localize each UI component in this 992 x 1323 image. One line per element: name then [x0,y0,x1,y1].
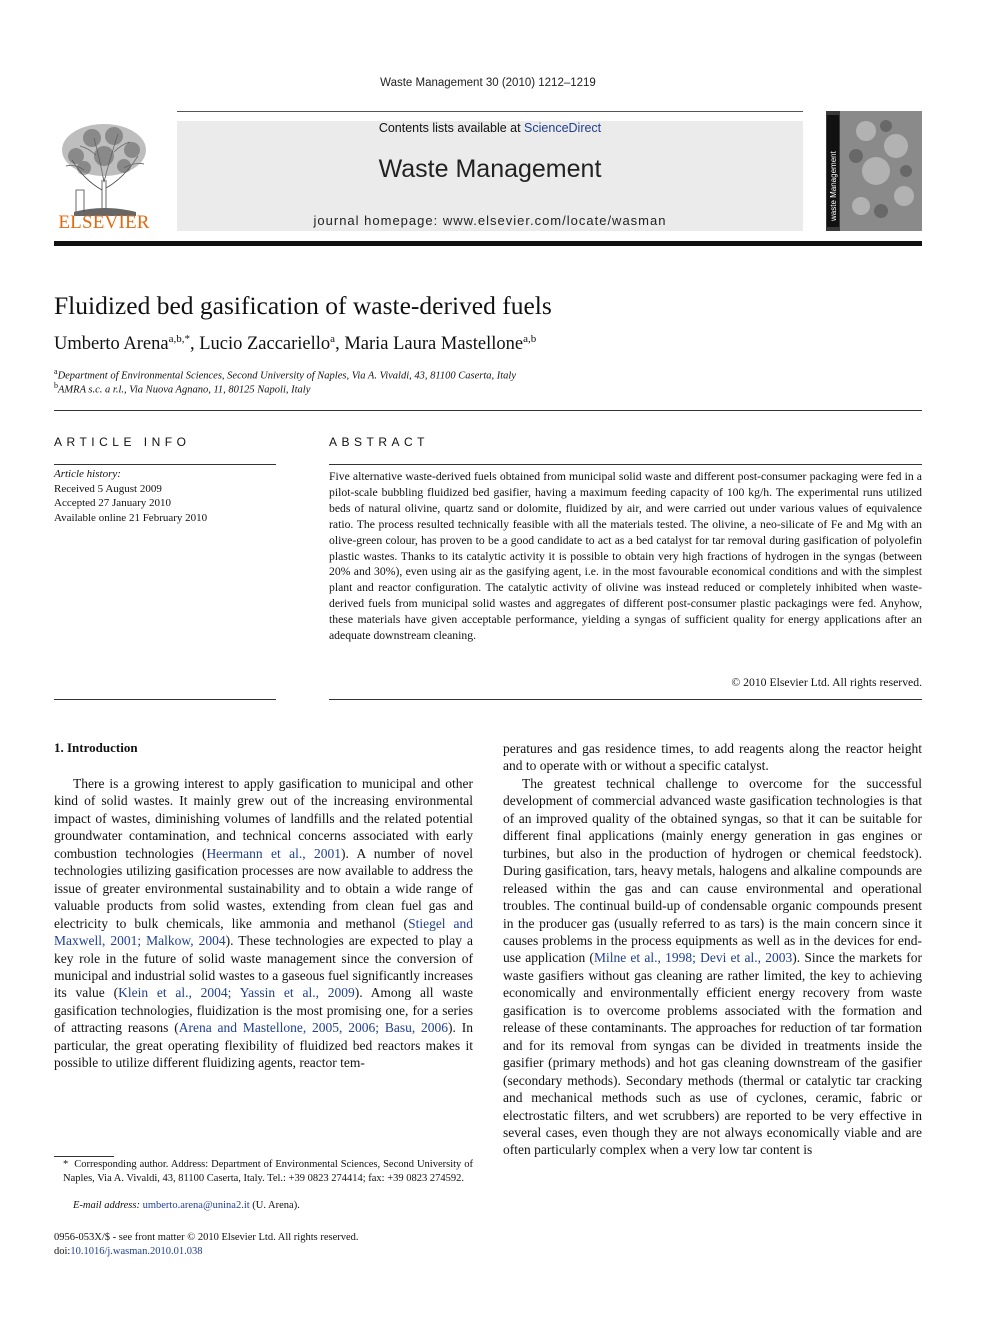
article-title: Fluidized bed gasification of waste-derived fuels [54,291,552,320]
article-info-heading: ARTICLE INFO [54,435,191,449]
author-name[interactable]: Maria Laura Mastellone [344,334,524,355]
email-link[interactable]: umberto.arena@unina2.it [142,1200,250,1211]
received-date: Received 5 August 2009 [54,482,162,495]
article-history [54,467,207,525]
citation-link[interactable]: Klein et al., 2004; Yassin et al., 2009 [118,985,355,1001]
citation-link[interactable]: Stiegel and Maxwell, 2001; Malkow, 2004 [54,915,473,949]
section-heading-introduction: 1. Introduction [54,740,138,755]
footnote-rule [54,1156,114,1157]
footnote-mark: * [63,1159,69,1170]
doi-line [54,1245,359,1259]
article-info-rule [54,464,276,465]
front-matter-block [54,1231,359,1259]
article-info-bottom-rule [54,699,276,700]
body-text: ). Since the markets for waste gasifiers without gas cleaning are rather limited, the key to achieving economically and environmentally efficient energy recovery from waste gasification is to overcome problems associated with the formation and release of these contaminants. The approaches for reduction of tar formation and for its removal from syngas can be divided in treatments inside the gasifier (primary methods) and hot gas cleaning downstream of the gasifier (secondary methods). Secondary methods (thermal or catalytic tar cracking and mechanical methods such as use of cyclones, ceramic, fabric or electrostatic filters, and wet scrubbers) are reported to be very effective in several cases, even though they are not always economically viable and are often particularly complex when a very low tar content is [503,950,922,1158]
contents-prefix: Contents lists available at [378,121,525,135]
affiliation-b [54,381,310,396]
header-top-rule [177,111,803,112]
author-name[interactable]: Umberto Arena [54,334,169,355]
issn-line: 0956-053X/$ - see front matter © 2010 Elsevier Ltd. All rights reserved. [54,1232,359,1243]
doi-prefix: doi: [54,1246,71,1257]
footnote-email-line [54,1200,473,1211]
author-affiliation-mark[interactable]: a,b [523,333,537,345]
contents-available-line [177,121,803,135]
author-affiliation-mark[interactable]: a [330,333,336,345]
citation-link[interactable]: Arena and Mastellone, 2005, 2006; Basu, 2006 [178,1020,449,1036]
journal-cover-thumbnail [826,111,922,231]
abstract-heading: ABSTRACT [329,435,430,449]
abstract-copyright: © 2010 Elsevier Ltd. All rights reserved. [731,676,922,689]
header-thick-rule [54,241,922,246]
homepage-prefix: journal homepage: [313,213,443,228]
accepted-date: Accepted 27 January 2010 [54,497,171,510]
journal-homepage-line [177,213,803,228]
online-date: Available online 21 February 2010 [54,511,208,524]
cover-title: waste Management [829,151,838,221]
body-paragraph: peratures and gas residence times, to add reagents along the reactor height and to operate with or without a specific catalyst. [503,741,922,774]
body-text: ). Among all waste gasification technologies, fluidization is the most promising one, for a series of attracting reasons ( [54,985,473,1036]
elsevier-wordmark: ELSEVIER [58,212,150,233]
author-list: Umberto Arena$^{a,b,*}$, Lucio Zaccariello$^a$, Maria Laura Mastellone$^{a,b}$ [54,333,537,355]
body-text: ). These technologies are expected to play a key role in the future of solid waste management since the conversion of municipal and industrial solid wastes to a gaseous fuel significantly increases its value ( [54,933,474,1001]
abstract-rule [329,464,922,465]
journal-name: Waste Management [378,155,602,183]
sciencedirect-link[interactable]: ScienceDirect [524,121,602,135]
affiliation-text: Department of Environmental Sciences, Second University of Naples, Via A. Vivaldi, 43, 81100 Caserta, Italy [57,370,516,382]
affiliation-mark: a [54,367,58,376]
author-affiliation-mark[interactable]: a,b,* [168,333,190,345]
journal-citation-line: Waste Management 30 (2010) 1212–1219 [380,77,596,89]
doi-link[interactable]: 10.1016/j.wasman.2010.01.038 [70,1246,203,1257]
body-column-left [54,775,473,1072]
citation-link[interactable]: Milne et al., 1998; Devi et al., 2003 [593,950,793,966]
citation-link[interactable]: Heermann et al., 2001 [206,845,341,861]
abstract-bottom-rule [329,699,922,700]
footnote-text: Corresponding author. Address: Department of Environmental Sciences, Second University of Naples, Via A. Vivaldi, 43, 81100 Caserta, Italy. Tel.: +39 0823 274414; fax: +39 0823 274592. [63,1159,473,1185]
affiliation-mark: b [54,381,58,390]
body-text: The greatest technical challenge to overcome for the successful development of commercial advanced waste gasification technologies is that of an improved quality of the obtained syngas, so that it can be suitable for different final applications (mainly energy generation in gas engines or turbines, but also in the production of hydrogen or chemical feedstock). During gasification, tars, heavy metals, halogens and alkaline compounds are released within the gas and can cause environmental and operational troubles. The continual build-up of condensable organic compounds present in the producer gas (usually referred to as tars) is the main concern since it causes problems in the process equipments as well as in the devices for end-use application ( [503,775,922,966]
body-text: ). A number of novel technologies utilizing gasification processes are now available to address the issue of greater environmental sustainability and to obtain a wide range of valuable products from solid wastes, extending from clean fuel gas and electricity to bulk chemicals, like ammonia and methanol ( [54,845,473,931]
affiliation-text: AMRA s.c. a r.l., Via Nuova Agnano, 11, 80125 Napoli, Italy [58,384,311,396]
history-label: Article history: [54,468,121,480]
body-text: There is a growing interest to apply gasification to municipal and other kind of solid wastes. It mainly grew out of the increasing environmental impact of wastes, diminishing volumes of landfills and the related potential groundwater contamination, and technical concerns associated with early combustion technologies ( [54,776,473,861]
author-name[interactable]: Lucio Zaccariello [199,334,331,355]
body-text: ). In particular, the great operating flexibility of fluidized bed reactors makes it possible to utilize different fluidizing agents, reactor tem- [54,1020,473,1071]
affiliation-a [54,367,516,382]
homepage-url[interactable]: www.elsevier.com/locate/wasman [442,213,667,228]
cover-art [826,111,922,231]
email-label: E-mail address: [73,1200,140,1211]
corresponding-author-footnote [54,1158,473,1187]
email-suffix: (U. Arena). [249,1200,300,1211]
body-paragraph [503,775,922,1159]
abstract-text: Five alternative waste-derived fuels obtained from municipal solid waste and different post-consumer packaging were fed in a pilot-scale bubbling fluidized bed gasifier, having a maximum feeding capacity of 100 kg/h. The experimental runs utilized beds of natural olivine, quartz sand or dolomite, fluidized by air, and were carried out under various values of equivalence ratio. The process resulted technically feasible with all the materials tested. The olivine, a neo-silicate of Fe and Mg with an olive-green colour, has proven to be a good candidate to act as a bed catalyst for tar removal during gasification of polyolefin plastic wastes. Thanks to its catalytic activity it is possible to obtain very high fractions of hydrogen in the syngas (between 20% and 30%), even using air as the gasifying agent, i.e. in the most favourable economical conditions and with the simplest plant and reactor configuration. The catalytic activity of olivine was instead reduced or completely inhibited when waste-derived fuels from municipal solid wastes and aggregates of different post-consumer plastic packagings were fed. Anyhow, these materials have given acceptable performance, yielding a syngas of sufficient quality for energy applications after an adequate downstream cleaning. [329,470,922,643]
body-column-right [503,740,922,1159]
section-divider [54,410,922,411]
